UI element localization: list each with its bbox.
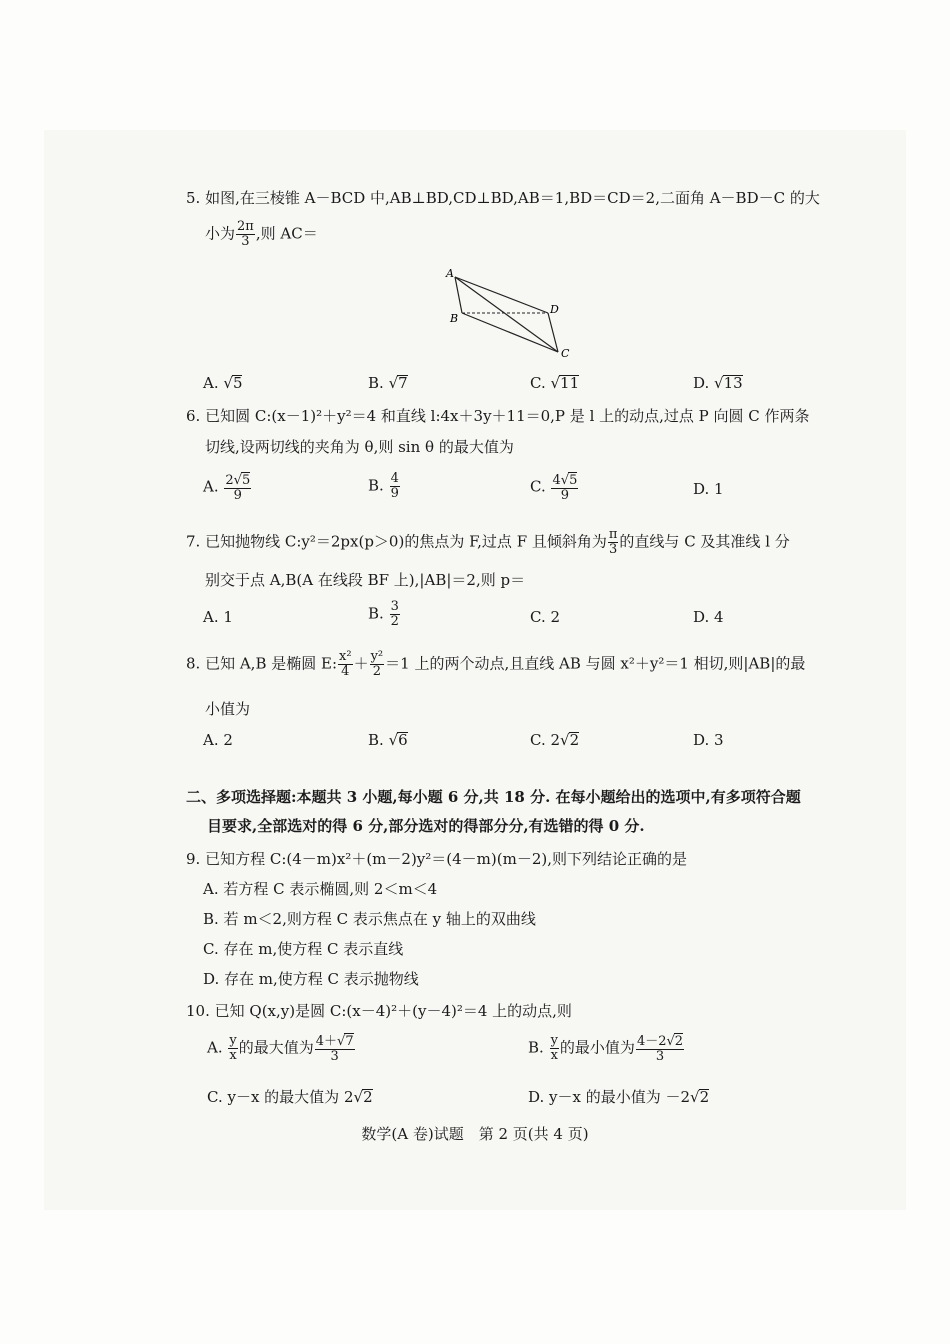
q10-option-c: C. y－x 的最大值为 2√2 <box>207 1088 373 1106</box>
q9-option-a: A. 若方程 C 表示椭圆,则 2＜m＜4 <box>203 880 438 898</box>
question-10-stem: 10. 已知 Q(x,y)是圆 C:(x－4)²＋(y－4)²＝4 上的动点,则 <box>186 1002 572 1020</box>
q10-option-b: B. $\frac{y}{x}$ 的最小值为 $\frac{4-2√2}{3}$ <box>528 1033 684 1064</box>
q6-option-b: B. $\frac{4}{9}$ <box>368 471 399 501</box>
q5-option-c: C. √11 <box>530 374 580 392</box>
q7-option-d: D. 4 <box>693 608 724 626</box>
section-2-heading-line-1: 二、多项选择题:本题共 3 小题,每小题 6 分,共 18 分. 在每小题给出的选项中,有多项符合题 <box>186 788 801 806</box>
q5-option-d: D. √13 <box>693 374 743 392</box>
pyramid-figure <box>440 265 580 365</box>
q6-option-d: D. 1 <box>693 480 724 498</box>
q8-option-d: D. 3 <box>693 731 724 749</box>
section-2-heading-line-2: 目要求,全部选对的得 6 分,部分选对的得部分分,有选错的得 0 分. <box>207 817 645 835</box>
q7-option-a: A. 1 <box>203 608 233 626</box>
q7-option-b: B. $\frac{3}{2}$ <box>368 599 399 629</box>
question-9-stem: 9. 已知方程 C:(4－m)x²＋(m－2)y²＝(4－m)(m－2),则下列结论正确的是 <box>186 850 687 868</box>
q5-option-b: B. √7 <box>368 374 408 392</box>
q8-option-c: C. 2√2 <box>530 731 580 749</box>
question-6-line-1: 6. 已知圆 C:(x－1)²＋y²＝4 和直线 l:4x＋3y＋11＝0,P 是 l 上的动点,过点 P 向圆 C 作两条 <box>186 407 810 425</box>
question-6-line-2: 切线,设两切线的夹角为 θ,则 sin θ 的最大值为 <box>205 438 514 456</box>
q6-option-c: C. $\frac{4√5}{9}$ <box>530 473 578 503</box>
question-8-line-2: 小值为 <box>205 700 251 718</box>
q7-option-c: C. 2 <box>530 608 561 626</box>
question-5-line-1: 5. 如图,在三棱锥 A－BCD 中,AB⊥BD,CD⊥BD,AB＝1,BD＝CD＝2,二面角 A－BD－C 的大 <box>186 189 820 207</box>
question-7-line-2: 别交于点 A,B(A 在线段 BF 上),|AB|＝2,则 p＝ <box>205 571 526 589</box>
q6-option-a: A. $\frac{2√5}{9}$ <box>203 473 251 503</box>
q5-option-a: A. √5 <box>203 374 243 392</box>
q8-option-a: A. 2 <box>203 731 233 749</box>
label-d: D <box>550 303 559 316</box>
q8-option-b: B. √6 <box>368 731 408 749</box>
label-b: B <box>450 312 459 325</box>
q10-option-a: A. $\frac{y}{x}$ 的最大值为 $\frac{4+√7}{3}$ <box>207 1033 354 1064</box>
label-a: A <box>446 267 454 280</box>
question-8-line-1: 8. 已知 A,B 是椭圆 E: $\frac{\text{x²}}{4}$ ＋ $\frac{\text{y²}}{2}$ ＝1 上的两个动点,且直线 AB 与圆 x²＋y²＝1 相切,则|AB|的最 <box>186 649 806 679</box>
label-c: C <box>561 347 570 360</box>
question-5-line-2: 小为 $\frac{2\pi}{3}$ ,则 AC＝ <box>205 219 318 249</box>
q10-option-d: D. y－x 的最小值为 －2√2 <box>528 1088 710 1106</box>
page-footer: 数学(A 卷)试题 第 2 页(共 4 页) <box>361 1125 589 1143</box>
question-7-line-1: 7. 已知抛物线 C:y²＝2px(p＞0)的焦点为 F,过点 F 且倾斜角为 $\frac{\pi}{3}$ 的直线与 C 及其准线 l 分 <box>186 527 790 557</box>
q9-option-b: B. 若 m＜2,则方程 C 表示焦点在 y 轴上的双曲线 <box>203 910 536 928</box>
q9-option-c: C. 存在 m,使方程 C 表示直线 <box>203 940 404 958</box>
q9-option-d: D. 存在 m,使方程 C 表示抛物线 <box>203 970 419 988</box>
